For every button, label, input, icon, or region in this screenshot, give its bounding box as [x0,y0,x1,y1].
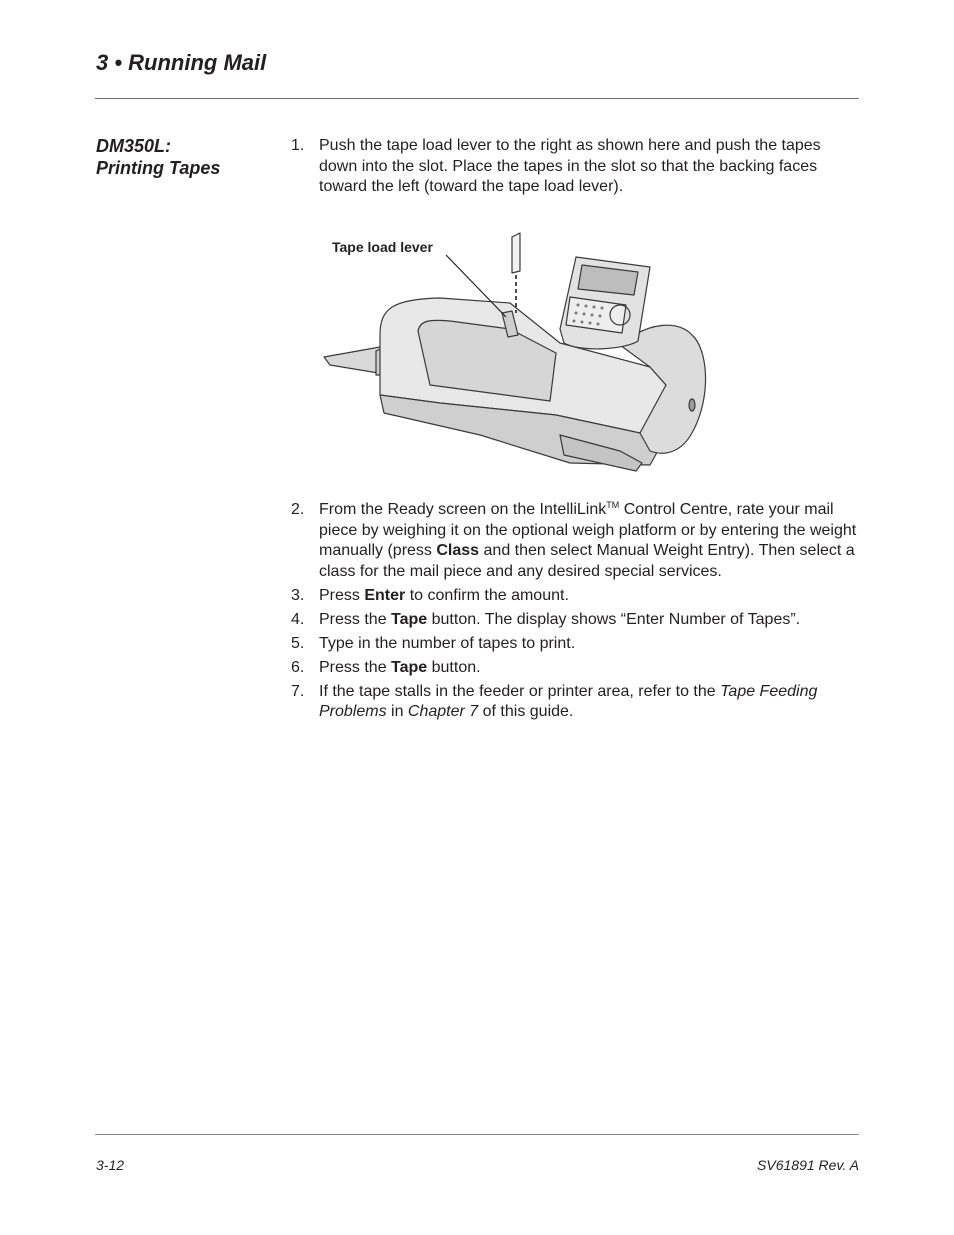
reference-tape-feeding-problems: Tape Feeding Problems [319,682,818,720]
step-5 [291,634,863,655]
section-heading-line1: DM350L: [96,136,172,156]
step-7 [291,682,863,723]
step-1 [291,136,863,198]
step-number: 6. [291,658,305,676]
step-6 [291,658,863,679]
step-4 [291,610,863,631]
reference-chapter: Chapter 7 [407,703,479,720]
trademark-mark: TM [606,500,620,510]
step-text: Press the Tape button. The display shows “Enter Number of Tapes”. [319,610,801,628]
section-heading-line2: Printing Tapes [96,158,221,178]
step-number: 1. [291,137,305,154]
step-3 [291,586,863,607]
steps-list-part2 [291,500,863,726]
section-heading [96,135,276,179]
mailing-machine-illustration [320,225,720,480]
enter-key: Enter [364,586,406,604]
footer-rule [95,1134,859,1135]
mailing-machine-drawing [320,225,720,480]
step-number: 5. [291,634,305,652]
step-text: If the tape stalls in the feeder or printer area, refer to the Tape Feeding Problems in Chapter 7 of this guide. [319,682,818,720]
step-text: Type in the number of tapes to print. [319,634,576,652]
chapter-title: 3 • Running Mail [96,50,267,75]
step-number: 3. [291,586,305,604]
tape-key: Tape [391,610,428,628]
step-text: From the Ready screen on the IntelliLink™ Control Centre, rate your mail piece by weighing it on the optional weigh platform or by entering the weight manually (press Class and then select Manual Weight Entry). Then select a class for the mail piece and any desired special services. [319,500,857,580]
step-number: 7. [291,682,305,700]
step-number: 2. [291,501,305,518]
step-text: Push the tape load lever to the right as shown here and push the tapes down into the slot. Place the tapes in the slot so that the backing faces toward the left (toward the tape load lever). [319,137,821,195]
page-number: 3-12 [96,1157,125,1173]
step-text: Press the Tape button. [319,658,481,676]
tape-load-lever-callout: Tape load lever [332,239,433,255]
step-2 [291,500,863,582]
header-rule [95,98,859,99]
tape-key: Tape [391,658,428,676]
steps-list-part1 [291,136,863,201]
document-revision: SV61891 Rev. A [757,1157,859,1173]
class-key: Class [436,542,480,559]
step-text: Press Enter to confirm the amount. [319,586,569,604]
step-number: 4. [291,610,305,628]
